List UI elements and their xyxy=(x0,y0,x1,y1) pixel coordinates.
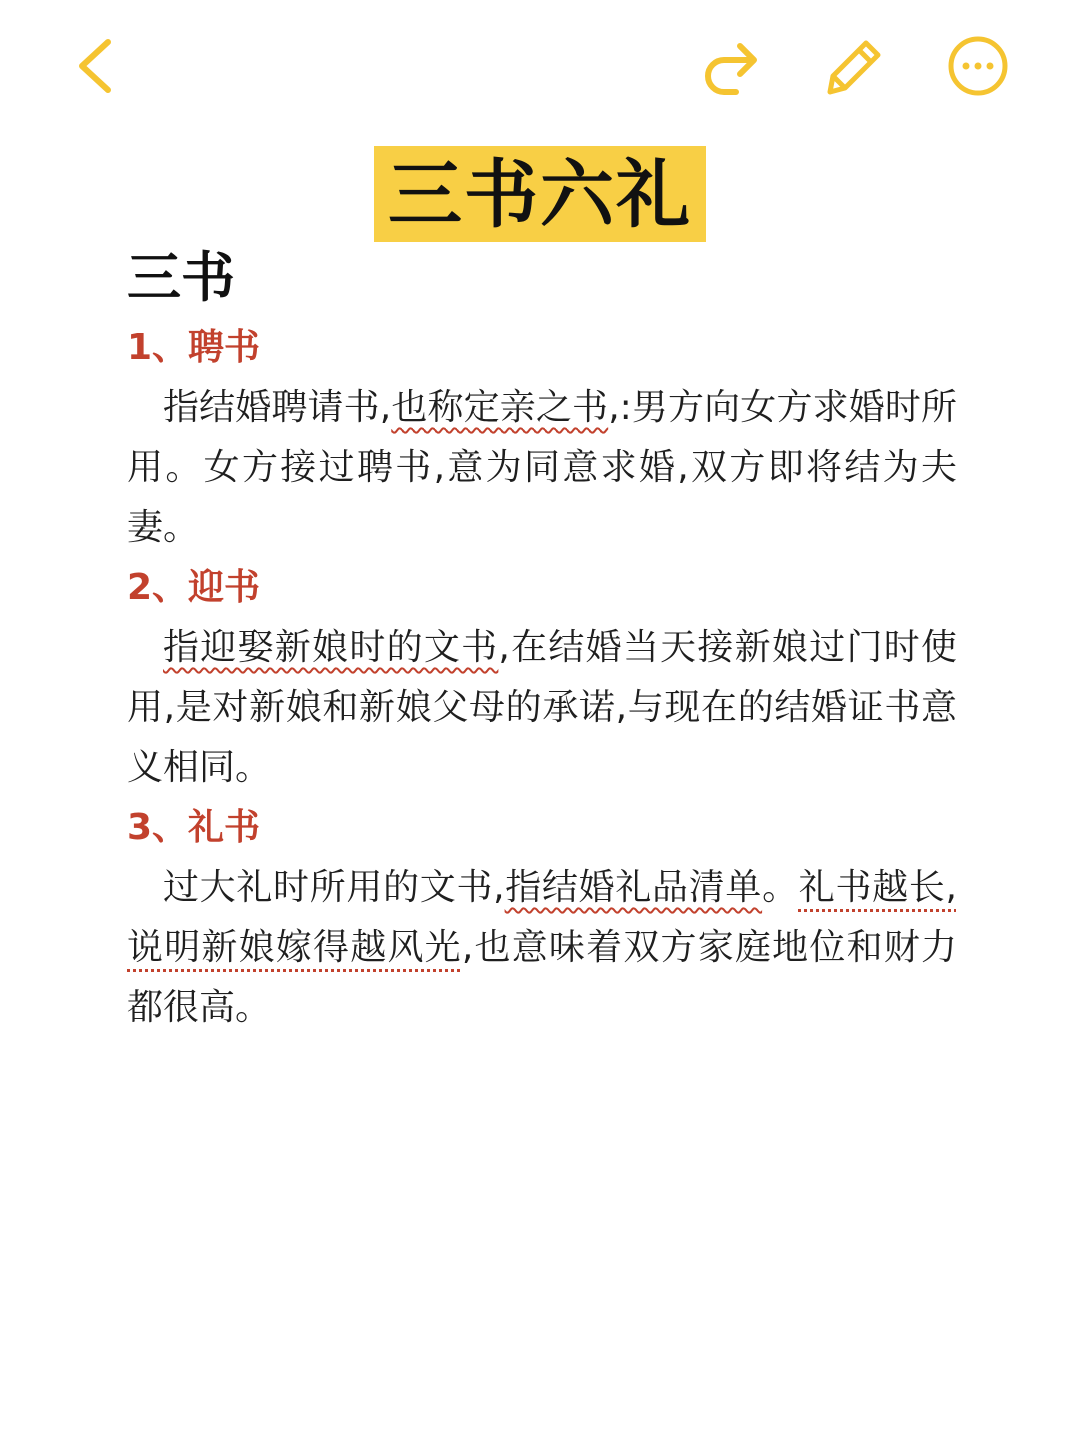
more-circle-icon xyxy=(942,30,1014,102)
paragraph-text: 过大礼时所用的文书, xyxy=(163,867,505,908)
wavy-underlined-text: 指迎娶新娘时的文书 xyxy=(163,627,499,668)
triangle-marked-text: 礼书越长,说明新娘嫁得越风光 xyxy=(127,867,957,968)
paragraph-text: ,在结婚当天接新娘过门时使用,是对新娘和新娘父母的承诺,与现在的结婚证书意义相同。 xyxy=(127,627,957,788)
item-paragraph-1 xyxy=(127,378,957,558)
note-content xyxy=(127,244,957,1038)
paragraph-text: ,也意味着双方家庭地位和财力都很高。 xyxy=(127,927,957,1028)
item-heading-1: 1、聘书 xyxy=(127,327,261,368)
edit-button[interactable] xyxy=(816,30,888,102)
item-paragraph-3 xyxy=(127,858,957,1038)
back-button[interactable] xyxy=(60,30,132,102)
paragraph-text: ,:男方向女方求婚时所用。女方接过聘书,意为同意求婚,双方即将结为夫妻。 xyxy=(127,387,957,548)
wavy-underlined-text: 指结婚礼品清单 xyxy=(504,867,763,908)
item-heading-2: 2、迎书 xyxy=(127,567,261,608)
top-toolbar xyxy=(0,0,1080,130)
page-title: 三书六礼 xyxy=(374,146,706,242)
section-title: 三书 xyxy=(127,246,235,309)
title-wrap xyxy=(0,146,1080,242)
more-button[interactable] xyxy=(942,30,1014,102)
item-paragraph-2 xyxy=(127,618,957,798)
share-button[interactable] xyxy=(696,30,768,102)
pencil-icon xyxy=(816,30,888,102)
paragraph-text: 指结婚聘请书, xyxy=(163,387,392,428)
chevron-left-icon xyxy=(60,30,132,102)
item-heading-3: 3、礼书 xyxy=(127,807,261,848)
wavy-underlined-text: 也称定亲之书 xyxy=(391,387,609,428)
paragraph-text: 。 xyxy=(762,867,799,908)
forward-arrow-icon xyxy=(696,30,768,102)
